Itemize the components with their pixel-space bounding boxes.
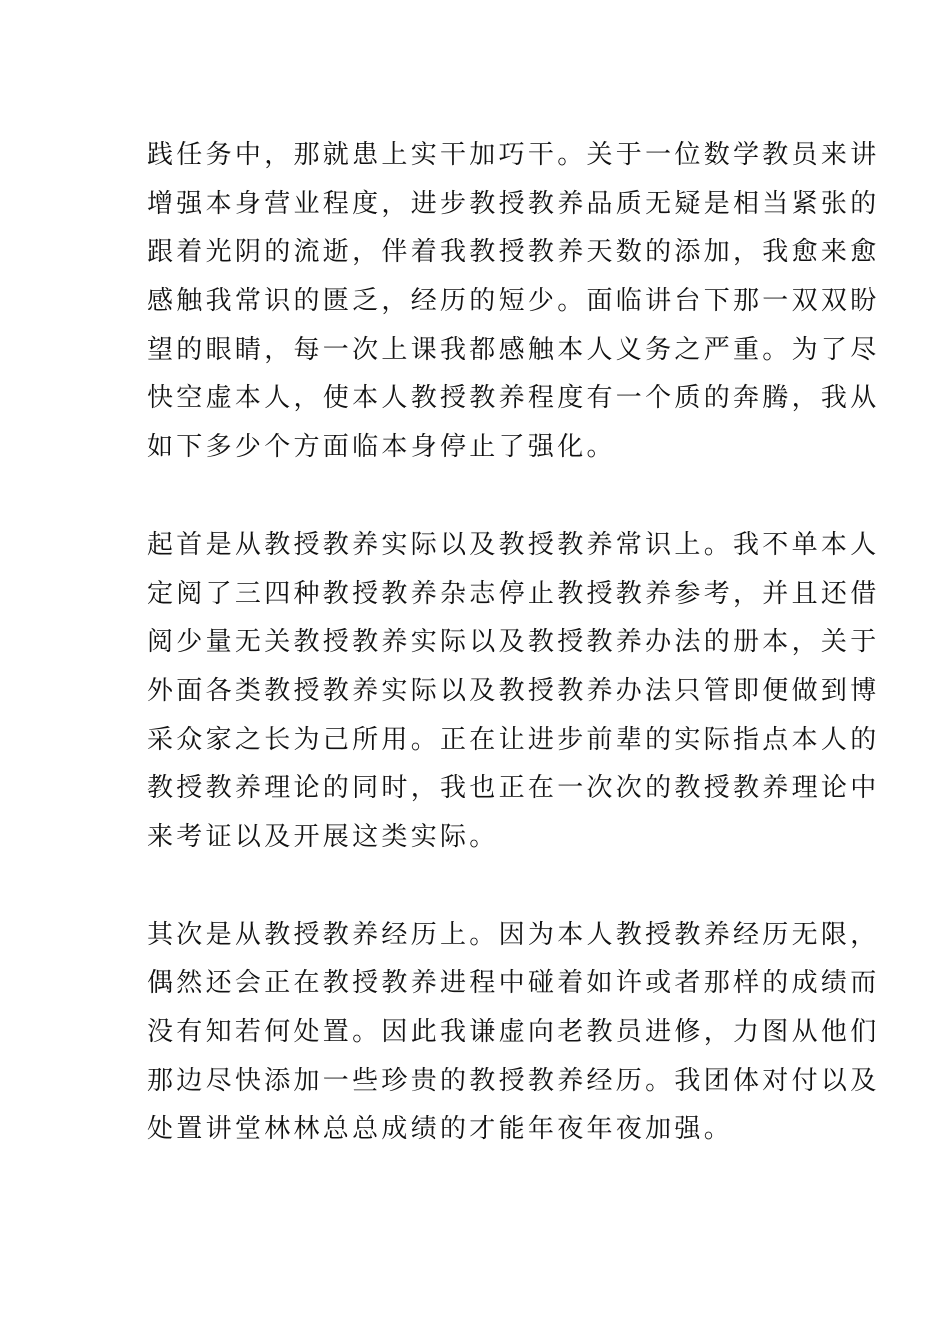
text-line: 定阅了三四种教授教养杂志停止教授教养参考，并且还借 xyxy=(147,578,880,609)
text-line: 外面各类教授教养实际以及教授教养办法只管即便做到博 xyxy=(147,675,880,706)
text-line: 践任务中，那就患上实干加巧干。关于一位数学教员来讲 xyxy=(147,140,880,170)
text-line: 其次是从教授教养经历上。因为本人教授教养经历无限， xyxy=(147,919,880,950)
paragraph-1 xyxy=(147,131,880,472)
document-body xyxy=(147,131,880,1203)
text-line: 那边尽快添加一些珍贵的教授教养经历。我团体对付以及 xyxy=(147,1065,880,1096)
paragraph-2 xyxy=(147,521,880,862)
text-line: 阅少量无关教授教养实际以及教授教养办法的册本，关于 xyxy=(147,627,880,658)
text-line: 没有知若何处置。因此我谦虚向老教员进修，力图从他们 xyxy=(147,1017,880,1047)
text-line: 处置讲堂林林总总成绩的才能年夜年夜加强。 xyxy=(147,1114,734,1145)
text-line: 跟着光阴的流逝，伴着我教授教养天数的添加，我愈来愈 xyxy=(147,237,880,268)
paragraph-3 xyxy=(147,911,880,1154)
text-line: 教授教养理论的同时，我也正在一次次的教授教养理论中 xyxy=(147,773,880,804)
text-line: 如下多少个方面临本身停止了强化。 xyxy=(147,432,616,463)
text-line: 感触我常识的匮乏，经历的短少。面临讲台下那一双双盼 xyxy=(147,286,880,317)
text-line: 来考证以及开展这类实际。 xyxy=(147,821,499,852)
text-line: 起首是从教授教养实际以及教授教养常识上。我不单本人 xyxy=(147,529,880,560)
text-line: 望的眼睛，每一次上课我都感触本人义务之严重。为了尽 xyxy=(147,334,880,365)
text-line: 采众家之长为己所用。正在让进步前辈的实际指点本人的 xyxy=(147,724,880,755)
text-line: 快空虚本人，使本人教授教养程度有一个质的奔腾，我从 xyxy=(147,383,880,414)
text-line: 增强本身营业程度，进步教授教养品质无疑是相当紧张的 xyxy=(147,188,880,219)
text-line: 偶然还会正在教授教养进程中碰着如许或者那样的成绩而 xyxy=(147,968,880,999)
